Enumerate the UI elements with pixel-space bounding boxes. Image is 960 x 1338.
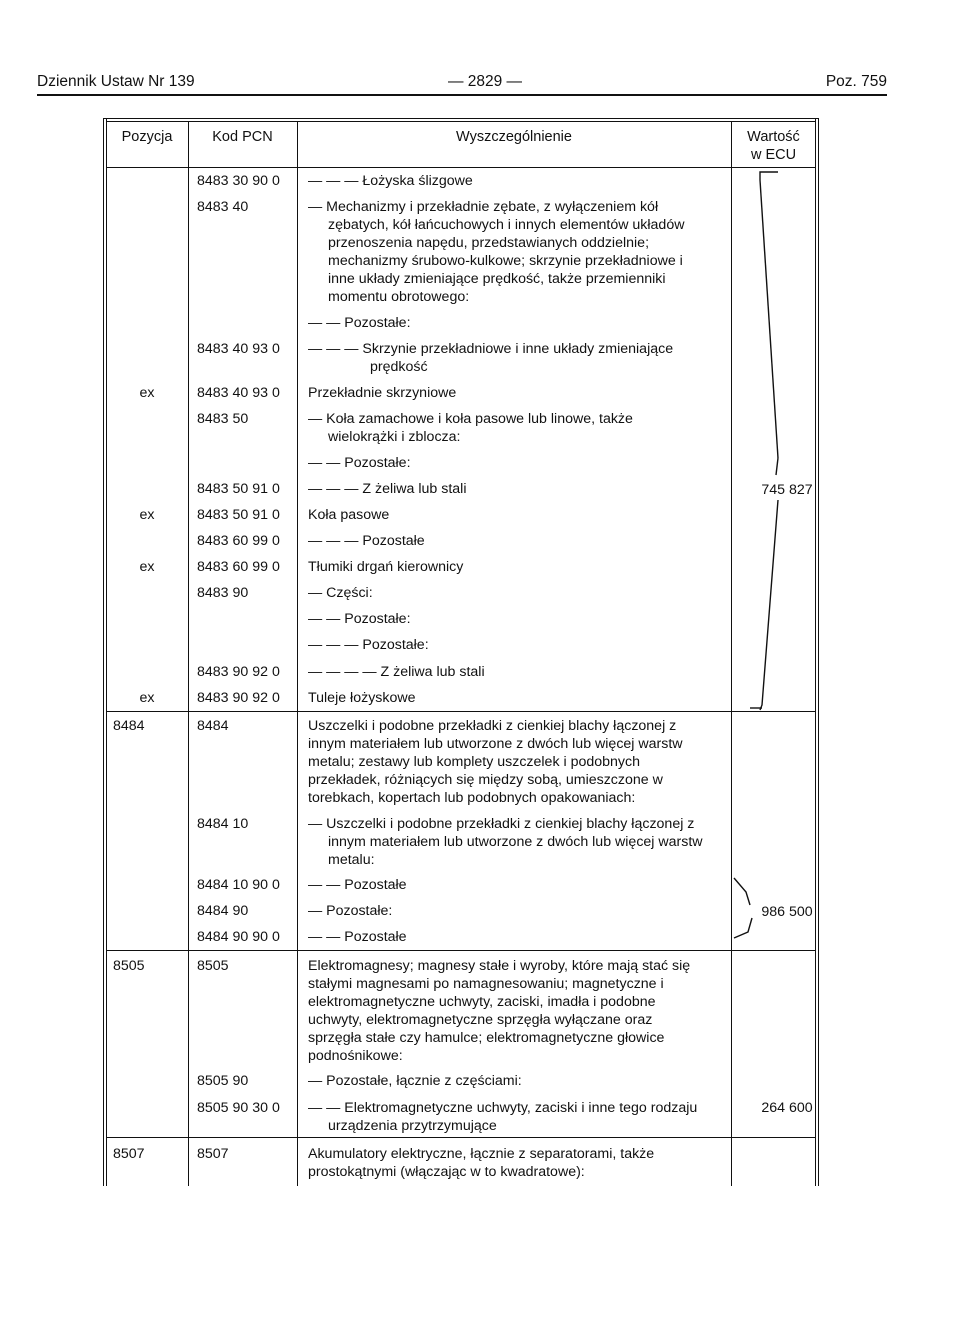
- row-description: torebkach, kopertach lub podobnych opakowaniach:: [308, 790, 636, 806]
- row-code: 8483 40 93 0: [197, 341, 280, 357]
- page-number: — 2829 —: [447, 73, 523, 90]
- row-description: — — — Łożyska ślizgowe: [308, 173, 473, 189]
- row-description: — — Elektromagnetyczne uchwyty, zaciski i inne tego rodzaju: [308, 1100, 698, 1116]
- row-description: metalu; zestawy lub komplety uszczelek i podobnych: [308, 754, 640, 770]
- row-code: 8483 50: [197, 411, 249, 427]
- row-description: metalu:: [328, 852, 375, 868]
- column-header-opis: Wyszczególnienie: [456, 129, 572, 145]
- row-description: sprzęgła stałe czy hamulce; elektromagnetyczne głowice: [308, 1030, 665, 1046]
- row-description: elektromagnetyczne uchwyty, zaciski, imadła i podobne: [308, 994, 656, 1010]
- row-description: momentu obrotowego:: [328, 289, 470, 305]
- row-description: Uszczelki i podobne przekładki z cienkiej blachy łączonej z: [308, 718, 677, 734]
- row-code: 8505 90 30 0: [197, 1100, 280, 1116]
- row-pos: ex: [139, 559, 155, 575]
- row-code: 8483 50 91 0: [197, 481, 280, 497]
- row-code: 8484 10: [197, 816, 249, 832]
- row-pos: ex: [139, 507, 155, 523]
- row-description: uchwyty, elektromagnetyczne sprzęgła wyłączane oraz: [308, 1012, 653, 1028]
- row-description: — — — — Z żeliwa lub stali: [308, 664, 485, 680]
- column-header-pozycja: Pozycja: [121, 129, 173, 145]
- row-description: innym materiałem lub utworzone z dwóch lub więcej warstw: [328, 834, 703, 850]
- row-code: 8483 90 92 0: [197, 690, 280, 706]
- row-description: — Koła zamachowe i koła pasowe lub linowe, także: [308, 411, 633, 427]
- position-number: Poz. 759: [825, 73, 887, 90]
- row-description: Tuleje łożyskowe: [308, 690, 416, 706]
- row-code: 8507: [197, 1146, 229, 1162]
- value-group-1: 745 827: [761, 482, 813, 498]
- column-header-wartosc-line2: w ECU: [750, 147, 797, 163]
- row-description: — Uszczelki i podobne przekładki z cienkiej blachy łączonej z: [308, 816, 695, 832]
- row-code: 8484 90: [197, 903, 249, 919]
- row-code: 8483 90 92 0: [197, 664, 280, 680]
- row-description: inne układy zmieniające prędkość, także przemienniki: [328, 271, 666, 287]
- row-code: 8483 90: [197, 585, 249, 601]
- row-description: — — — Pozostałe:: [308, 637, 429, 653]
- row-description: stałymi magnesami po namagnesowaniu; magnetyczne i: [308, 976, 664, 992]
- row-description: przekładek, różniących się między sobą, umieszczone w: [308, 772, 663, 788]
- row-pos: ex: [139, 385, 155, 401]
- value-group-3: 264 600: [761, 1100, 813, 1116]
- row-code: 8483 50 91 0: [197, 507, 280, 523]
- row-description: — — Pozostałe:: [308, 611, 411, 627]
- column-header-wartosc-line1: Wartość: [747, 129, 800, 145]
- row-description: — Mechanizmy i przekładnie zębate, z wyłączeniem kół: [308, 199, 659, 215]
- row-description: Przekładnie skrzyniowe: [308, 385, 457, 401]
- row-description: Tłumiki drgań kierownicy: [308, 559, 464, 575]
- row-description: — Pozostałe:: [308, 903, 393, 919]
- row-description: zębatych, kół łańcuchowych i innych elementów układów: [328, 217, 685, 233]
- row-description: Akumulatory elektryczne, łącznie z separatorami, także: [308, 1146, 655, 1162]
- row-description: — — — Skrzynie przekładniowe i inne układy zmieniające: [308, 341, 674, 357]
- row-code: 8483 40 93 0: [197, 385, 280, 401]
- row-description: przenoszenia napędu, przedstawianych oddzielnie;: [328, 235, 650, 251]
- value-brace-marks: [722, 0, 812, 960]
- row-description: innym materiałem lub utworzone z dwóch lub więcej warstw: [308, 736, 683, 752]
- row-description: — — Pozostałe:: [308, 315, 411, 331]
- row-code: 8484 10 90 0: [197, 877, 280, 893]
- row-description: — — Pozostałe:: [308, 455, 411, 471]
- row-code: 8483 60 99 0: [197, 533, 280, 549]
- row-code: 8483 30 90 0: [197, 173, 280, 189]
- row-description: urządzenia przytrzymujące: [328, 1118, 497, 1134]
- row-code: 8484 90 90 0: [197, 929, 280, 945]
- row-code: 8483 60 99 0: [197, 559, 280, 575]
- column-header-kod: Kod PCN: [212, 129, 273, 145]
- row-description: wielokrążki i zblocza:: [328, 429, 461, 445]
- row-code: 8484: [197, 718, 229, 734]
- row-pos: 8505: [113, 958, 145, 974]
- row-description: mechanizmy śrubowo-kulkowe; skrzynie przekładniowe i: [328, 253, 683, 269]
- value-group-2: 986 500: [761, 904, 813, 920]
- row-description: — Pozostałe, łącznie z częściami:: [308, 1073, 522, 1089]
- journal-title: Dziennik Ustaw Nr 139: [37, 73, 195, 90]
- row-description: podnośnikowe:: [308, 1048, 403, 1064]
- row-pos: 8507: [113, 1146, 145, 1162]
- row-description: — — — Z żeliwa lub stali: [308, 481, 467, 497]
- row-description: — — Pozostałe: [308, 929, 407, 945]
- row-description: prostokątnymi (włączając w to kwadratowe):: [308, 1164, 585, 1180]
- row-description: — — — Pozostałe: [308, 533, 425, 549]
- row-description: — Części:: [308, 585, 373, 601]
- row-description: prędkość: [370, 359, 428, 375]
- row-code: 8505: [197, 958, 229, 974]
- row-description: — — Pozostałe: [308, 877, 407, 893]
- row-description: Elektromagnesy; magnesy stałe i wyroby, które mają stać się: [308, 958, 691, 974]
- row-pos: 8484: [113, 718, 145, 734]
- row-code: 8505 90: [197, 1073, 249, 1089]
- row-code: 8483 40: [197, 199, 249, 215]
- row-pos: ex: [139, 690, 155, 706]
- row-description: Koła pasowe: [308, 507, 390, 523]
